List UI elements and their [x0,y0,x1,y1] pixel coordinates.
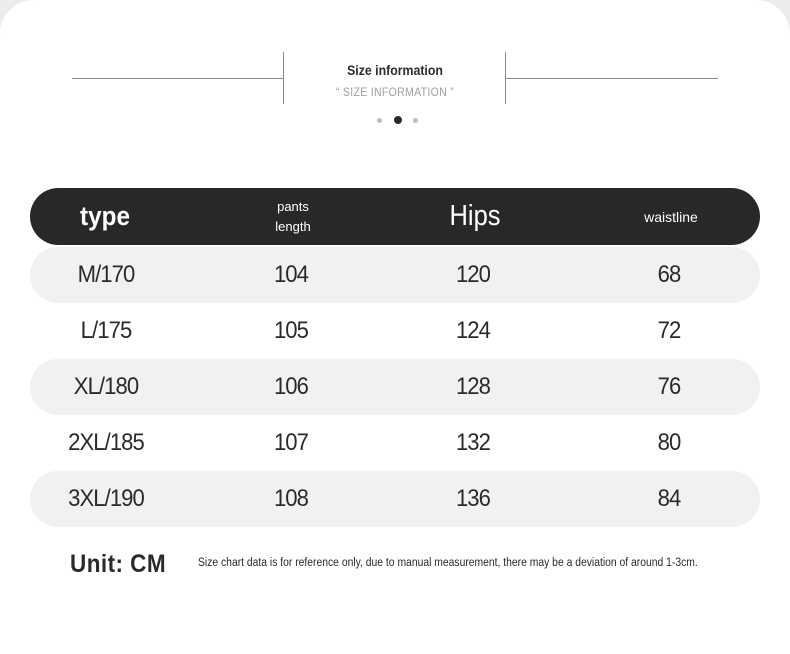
cell-hips: 136 [455,485,491,512]
header-type: type [80,201,130,231]
cell-pants-length: 106 [273,373,309,400]
header-hips: Hips [449,200,501,232]
cell-waistline: 72 [657,317,681,344]
table-row [30,247,760,303]
pagination-dots [0,116,790,126]
cell-type: 3XL/190 [68,485,144,512]
cell-type: 2XL/185 [68,429,144,456]
table-row [30,415,760,471]
cell-type: XL/180 [73,373,139,400]
cell-pants-length: 104 [273,261,309,288]
cell-pants-length: 108 [273,485,309,512]
unit-label: Unit: CM [70,550,167,578]
cell-hips: 124 [455,317,491,344]
header-pants-length-line1: pants [277,198,309,214]
cell-waistline: 84 [657,485,681,512]
cell-hips: 128 [455,373,491,400]
table-row [30,303,760,359]
table-header [30,188,760,245]
title-bracket-left [283,52,284,104]
section-subtitle: “ SIZE INFORMATION ” [335,87,455,99]
title-divider-left [72,78,284,79]
cell-hips: 120 [455,261,491,288]
cell-waistline: 68 [657,261,681,288]
cell-type: M/170 [77,261,135,288]
cell-pants-length: 105 [273,317,309,344]
table-row [30,359,760,415]
cell-waistline: 76 [657,373,681,400]
title-divider-right [506,78,718,79]
header-waistline: waistline [644,208,698,225]
pagination-dot-3[interactable] [413,118,418,123]
header-pants-length-line2: length [275,218,311,234]
measurement-note: Size chart data is for reference only, due to manual measurement, there may be a deviation of around 1-3cm. [198,557,698,569]
table-row [30,471,760,527]
cell-waistline: 80 [657,429,681,456]
cell-pants-length: 107 [273,429,309,456]
pagination-dot-1[interactable] [377,118,382,123]
section-title: Size information [347,62,443,78]
cell-hips: 132 [455,429,491,456]
pagination-dot-2-active[interactable] [394,116,402,124]
cell-type: L/175 [80,317,132,344]
header-pants-length [218,188,368,245]
